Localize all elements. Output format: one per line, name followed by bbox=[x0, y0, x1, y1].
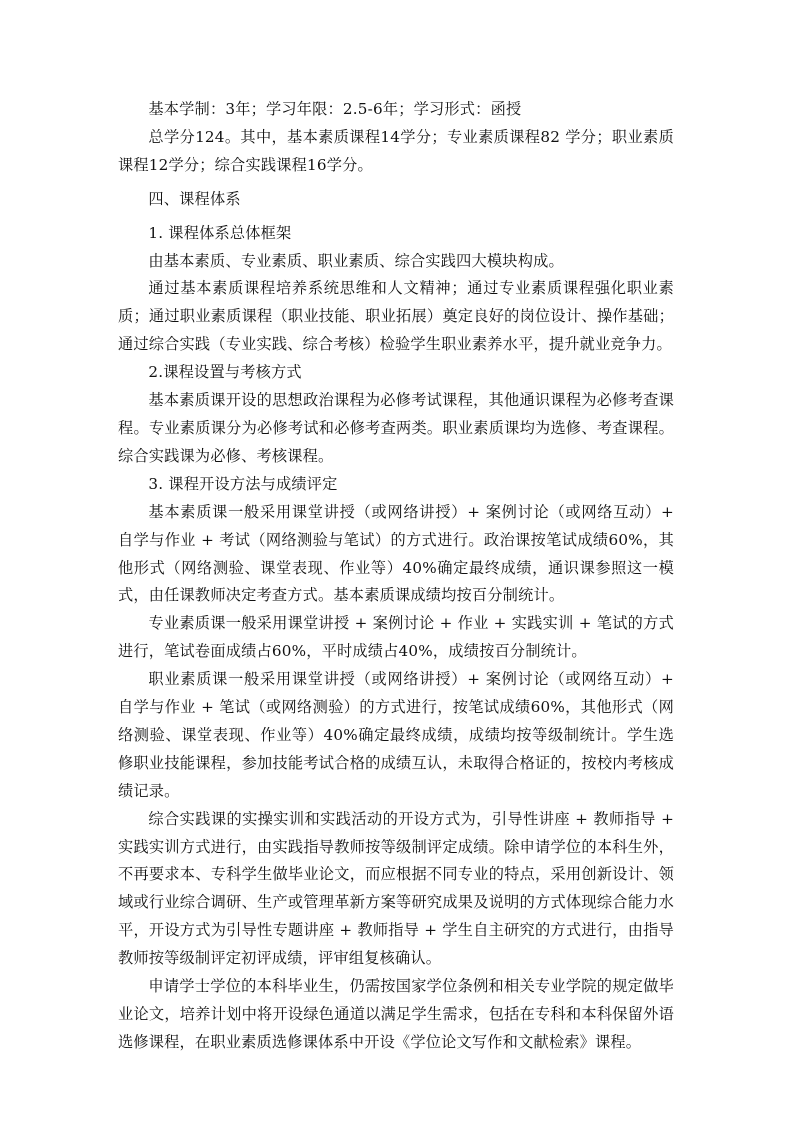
paragraph-degree-thesis: 申请学士学位的本科毕业生，仍需按国家学位条例和相关专业学院的规定做毕业论文，培养计划中将开设绿色通道以满足学生需求，包括在专科和本科保留外语选修课程，在职业素质选修课体系中开设《学位论文写作和文献检索》课程。 bbox=[118, 977, 674, 1051]
paragraph-practice-grading: 综合实践课的实操实训和实践活动的开设方式为，引导性讲座 + 教师指导 + 实践实训方式进行，由实践指导教师按等级制评定成绩。除申请学位的本科生外，不再要求本、专科学生做毕业论文，而应根据不同专业的特点，采用创新设计、领域或行业综合调研、生产或管理革新方案等研究成果及说明的方式体现综合能力水平，开设方式为引导性专题讲座 + 教师指导 + 学生自主研究的方式进行，由指导教师按等级制评定初评成绩，评审组复核确认。 bbox=[118, 809, 674, 968]
paragraph-vocational-quality-grading: 职业素质课一般采用课堂讲授（或网络讲授）+ 案例讨论（或网络互动）+ 自学与作业 + 笔试（或网络测验）的方式进行，按笔试成绩60%，其他形式（网络测验、课堂表现、作业等）40%确定最终成绩，成绩均按等级制统计。学生选修职业技能课程，参加技能考试合格的成绩互认，未取得合格证的，按校内考核成绩记录。 bbox=[118, 670, 674, 800]
subheading-course-setup: 2.课程设置与考核方式 bbox=[148, 363, 302, 382]
paragraph-study-system: 基本学制：3年；学习年限：2.5-6年；学习形式：函授 bbox=[148, 100, 522, 118]
document-page bbox=[118, 96, 674, 1057]
paragraph-basic-quality-grading: 基本素质课一般采用课堂讲授（或网络讲授）+ 案例讨论（或网络互动）+ 自学与作业 + 考试（网络测验与笔试）的方式进行。政治课按笔试成绩60%，其他形式（网络测验、课堂表现、作业等）40%确定最终成绩，通识课参照这一模式，由任课教师决定考查方式。基本素质课成绩均按百分制统计。 bbox=[118, 502, 674, 605]
paragraph-modules: 由基本素质、专业素质、职业素质、综合实践四大模块构成。 bbox=[148, 251, 564, 270]
paragraph-credits: 总学分124。其中，基本素质课程14学分；专业素质课程82 学分；职业素质课程12学分；综合实践课程16学分。 bbox=[118, 127, 674, 174]
paragraph-course-types: 基本素质课开设的思想政治课程为必修考试课程，其他通识课程为必修考查课程。专业素质课分为必修考试和必修考查两类。职业素质课均为选修、考查课程。综合实践课为必修、考核课程。 bbox=[118, 391, 674, 465]
subheading-methods-grading: 3. 课程开设方法与成绩评定 bbox=[148, 474, 338, 493]
section-heading-curriculum: 四、课程体系 bbox=[148, 189, 241, 208]
paragraph-module-goals: 通过基本素质课程培养系统思维和人文精神；通过专业素质课程强化职业素质；通过职业素质课程（职业技能、职业拓展）奠定良好的岗位设计、操作基础；通过综合实践（专业实践、综合考核）检验学生职业素养水平，提升就业竞争力。 bbox=[118, 279, 674, 354]
paragraph-professional-quality-grading: 专业素质课一般采用课堂讲授 + 案例讨论 + 作业 + 实践实训 + 笔试的方式进行，笔试卷面成绩占60%，平时成绩占40%，成绩按百分制统计。 bbox=[118, 614, 674, 661]
subheading-framework: 1. 课程体系总体框架 bbox=[148, 223, 292, 242]
